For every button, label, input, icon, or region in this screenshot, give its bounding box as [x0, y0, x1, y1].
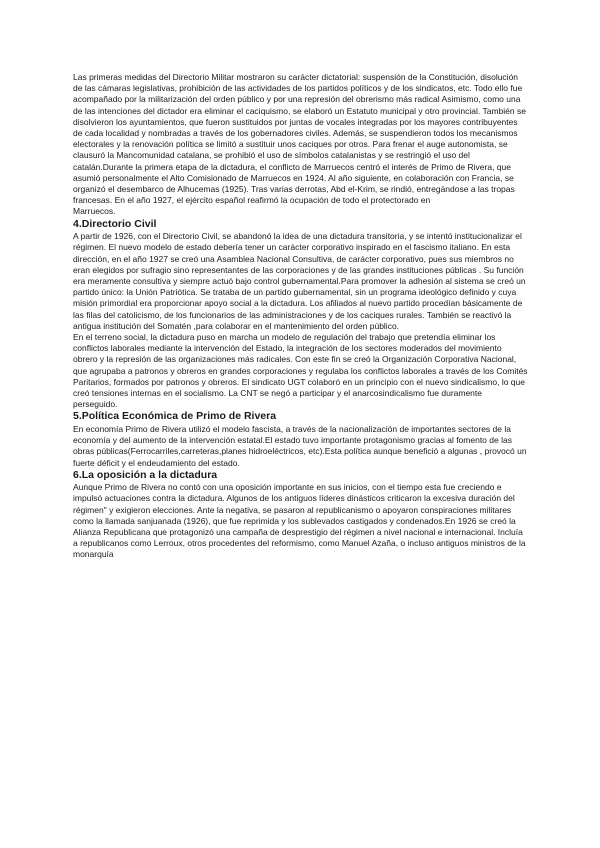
paragraph-directorio-civil: A partir de 1926, con el Directorio Civil, se abandonó la idea de una dictadura transitoria, y se intentó institucionalizar el régimen. El nuevo modelo de estado debería tener un carácter corporativo inspirado en el fascismo italiano. En esta dirección, en el año 1927 se creó una Asamblea Nacional Consultiva, de carácter corporativo, pues sus miembros no eran elegidos por sufragio sino representantes de las corporaciones y de las grandes instituciones públicas . Su función era meramente consultiva y siempre actuó bajo control gubernamental.Para promover la adhesión al sistema se creó un partido único: la Unión Patriótica. Se trataba de un partido gubernamental, sin un programa ideológico definido y cuya misión primordial era proporcionar apoyo social a la dictadura. Los afiliados al nuevo partido procedían básicamente de las filas del catolicismo, de los funcionarios de las administraciones y de los caciques rurales. También se reactivó la antigua institución del Somatén ,para colaborar en el mantenimiento del orden público.	[73, 231, 526, 331]
paragraph-directorio-militar-end: Marruecos.	[73, 206, 116, 217]
paragraph-politica-economica: En economía Primo de Rivera utilizó el modelo fascista, a través de la nacionalización de importantes sectores de la economía y del aumento de la intervención estatal.El estado tuvo importante protagonismo gracias al fomento de las obras públicas(Ferrocarriles,carreteras,planes hidroeléctricos, etc).Esta política aunque benefició a algunas , provocó un fuerte déficit y el endeudamiento del estado.	[73, 423, 527, 468]
heading-politica-economica: 5.Política Económica de Primo de Rivera	[73, 410, 277, 423]
document-page	[73, 72, 528, 561]
heading-directorio-civil: 4.Directorio Civil	[73, 217, 157, 230]
paragraph-directorio-militar: Las primeras medidas del Directorio Militar mostraron su carácter dictatorial: suspensión de la Constitución, disolución de las cámaras legislativas, prohibición de las actividades de los partidos políticos y de los sindicatos, etc. Todo ello fue acompañado por la militarización del orden público y por una represión del obrerismo más radical Asimismo, como una de las intenciones del dictador era eliminar el caciquismo, se elaboró un Estatuto municipal y otro provincial. También se disolvieron los ayuntamientos, que fueron sustituidos por juntas de vocales integradas por los mayores contribuyentes de cada localidad y nombradas a través de los gobernadores civiles. Además, se suspendieron todos los mecanismos electorales y la renovación política se limitó a sustituir unos caciques por otros. Para frenar el auge autonomista, se clausuró la Mancomunidad catalana, se prohibió el uso de símbolos catalanistas y se restringió el uso del catalán.Durante la primera etapa de la dictadura, el conflicto de Marruecos centró el interés de Primo de Rivera, que asumió personalmente el Alto Comisionado de Marruecos en 1924. Al año siguiente, en colaboración con Francia, se organizó el desembarco de Alhucemas (1925). Tras varias derrotas, Abd el-Krim, se rindió, entregándose a las tropas francesas. En el año 1927, el ejército español reafirmó la ocupación de todo el protectorado en	[73, 72, 526, 206]
paragraph-oposicion: Aunque Primo de Rivera no contó con una oposición importante en sus inicios, con el tiempo esta fue creciendo e impulsó actuaciones contra la dictadura. Algunos de los antiguos líderes dinásticos criticaron la excesiva duración del régimen" y exigieron elecciones. Ante la negativa, se pasaron al republicanismo o apoyaron conspiraciones militares como la llamada sanjuanada (1926), que fue reprimida y los sublevados castigados y condenados.En 1926 se creó la Alianza Republicana que protagonizó una campaña de desprestigio del régimen a nivel nacional e internacional. Incluía a republicanos como Lerroux, otros procedentes del reformismo, como Manuel Azaña, o incluso antiguos ministros de la monarquía	[73, 482, 526, 560]
paragraph-terreno-social: En el terreno social, la dictadura puso en marcha un modelo de regulación del trabajo que pretendía eliminar los conflictos laborales mediante la intervención del Estado, la integración de los sectores moderados del movimiento obrero y la represión de las organizaciones más radicales. Con este fin se creó la Organización Corporativa Nacional, que agrupaba a patronos y obreros en grandes corporaciones y regulaba los conflictos laborales a través de los Comités Paritarios, formados por patronos y obreros. El sindicato UGT colaboró en un principio con el nuevo sindicalismo, lo que creó tensiones internas en el socialismo. La CNT se negó a participar y el anarcosindicalismo fue duramente perseguido.	[73, 331, 528, 410]
heading-oposicion: 6.La oposición a la dictadura	[73, 468, 218, 481]
